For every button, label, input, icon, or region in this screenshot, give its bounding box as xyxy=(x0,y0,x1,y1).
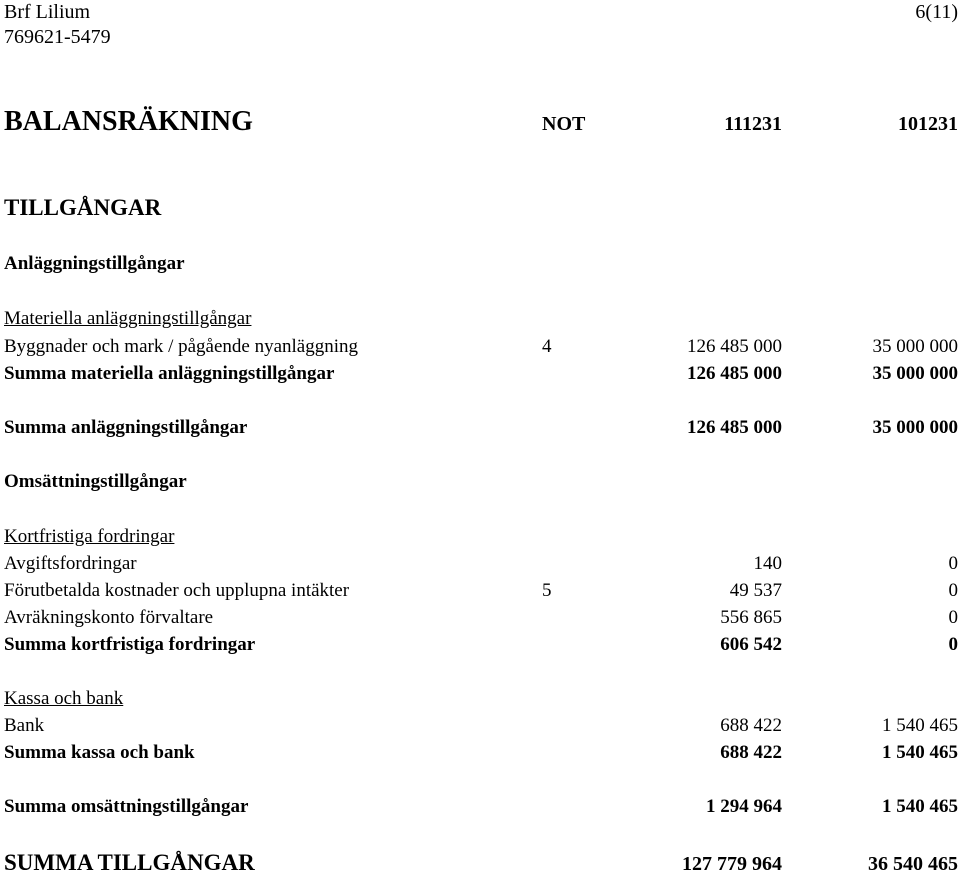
row-value-2011: 606 542 xyxy=(720,634,782,655)
year-column-1-header: 111231 xyxy=(724,113,782,135)
row-label: Summa omsättningstillgångar xyxy=(4,796,249,817)
current-assets-heading: Omsättningstillgångar xyxy=(4,471,187,492)
row-value-2010: 1 540 465 xyxy=(882,796,958,817)
row-value-2010: 0 xyxy=(948,553,958,574)
row-label: Summa anläggningstillgångar xyxy=(4,417,248,438)
org-name: Brf Lilium xyxy=(4,1,91,23)
row-value-2011: 688 422 xyxy=(720,742,782,763)
fixed-assets-heading: Anläggningstillgångar xyxy=(4,253,185,274)
page-title: BALANSRÄKNING xyxy=(4,106,253,137)
row-value-2011: 140 xyxy=(753,553,782,574)
row-label: Avräkningskonto förvaltare xyxy=(4,607,214,628)
row-label: Förutbetalda kostnader och upplupna intäkter xyxy=(4,580,350,601)
tangible-assets-heading: Materiella anläggningstillgångar xyxy=(4,308,252,329)
total-assets-label: SUMMA TILLGÅNGAR xyxy=(4,850,255,875)
row-value-2010: 35 000 000 xyxy=(872,336,958,357)
row-value-2010: 1 540 465 xyxy=(882,715,958,736)
row-value-2011: 688 422 xyxy=(720,715,782,736)
row-value-2011: 49 537 xyxy=(729,580,782,601)
cash-heading: Kassa och bank xyxy=(4,688,124,709)
row-value-2011: 1 294 964 xyxy=(706,796,782,817)
row-label: Summa kortfristiga fordringar xyxy=(4,634,256,655)
row-label: Summa materiella anläggningstillgångar xyxy=(4,363,335,384)
row-value-2010: 0 xyxy=(948,580,958,601)
row-value-2010: 1 540 465 xyxy=(882,742,958,763)
row-value-2010: 35 000 000 xyxy=(872,363,958,384)
row-label: Summa kassa och bank xyxy=(4,742,195,763)
row-label: Byggnader och mark / pågående nyanläggning xyxy=(4,336,359,357)
row-note: 5 xyxy=(542,580,552,601)
page-number: 6(11) xyxy=(915,1,958,23)
row-label: Avgiftsfordringar xyxy=(4,553,137,574)
row-label: Bank xyxy=(4,715,45,736)
row-value-2011: 126 485 000 xyxy=(687,363,782,384)
row-note: 4 xyxy=(542,336,552,357)
row-value-2011: 556 865 xyxy=(720,607,782,628)
row-value-2010: 0 xyxy=(948,634,958,655)
row-value-2010: 0 xyxy=(948,607,958,628)
receivables-heading: Kortfristiga fordringar xyxy=(4,526,175,547)
note-column-header: NOT xyxy=(542,113,586,135)
total-value-2011: 127 779 964 xyxy=(682,853,782,875)
year-column-2-header: 101231 xyxy=(898,113,958,135)
row-value-2011: 126 485 000 xyxy=(687,336,782,357)
assets-section-title: TILLGÅNGAR xyxy=(4,195,162,220)
row-value-2010: 35 000 000 xyxy=(872,417,958,438)
row-value-2011: 126 485 000 xyxy=(687,417,782,438)
total-value-2010: 36 540 465 xyxy=(868,853,958,875)
org-number: 769621-5479 xyxy=(4,26,111,48)
